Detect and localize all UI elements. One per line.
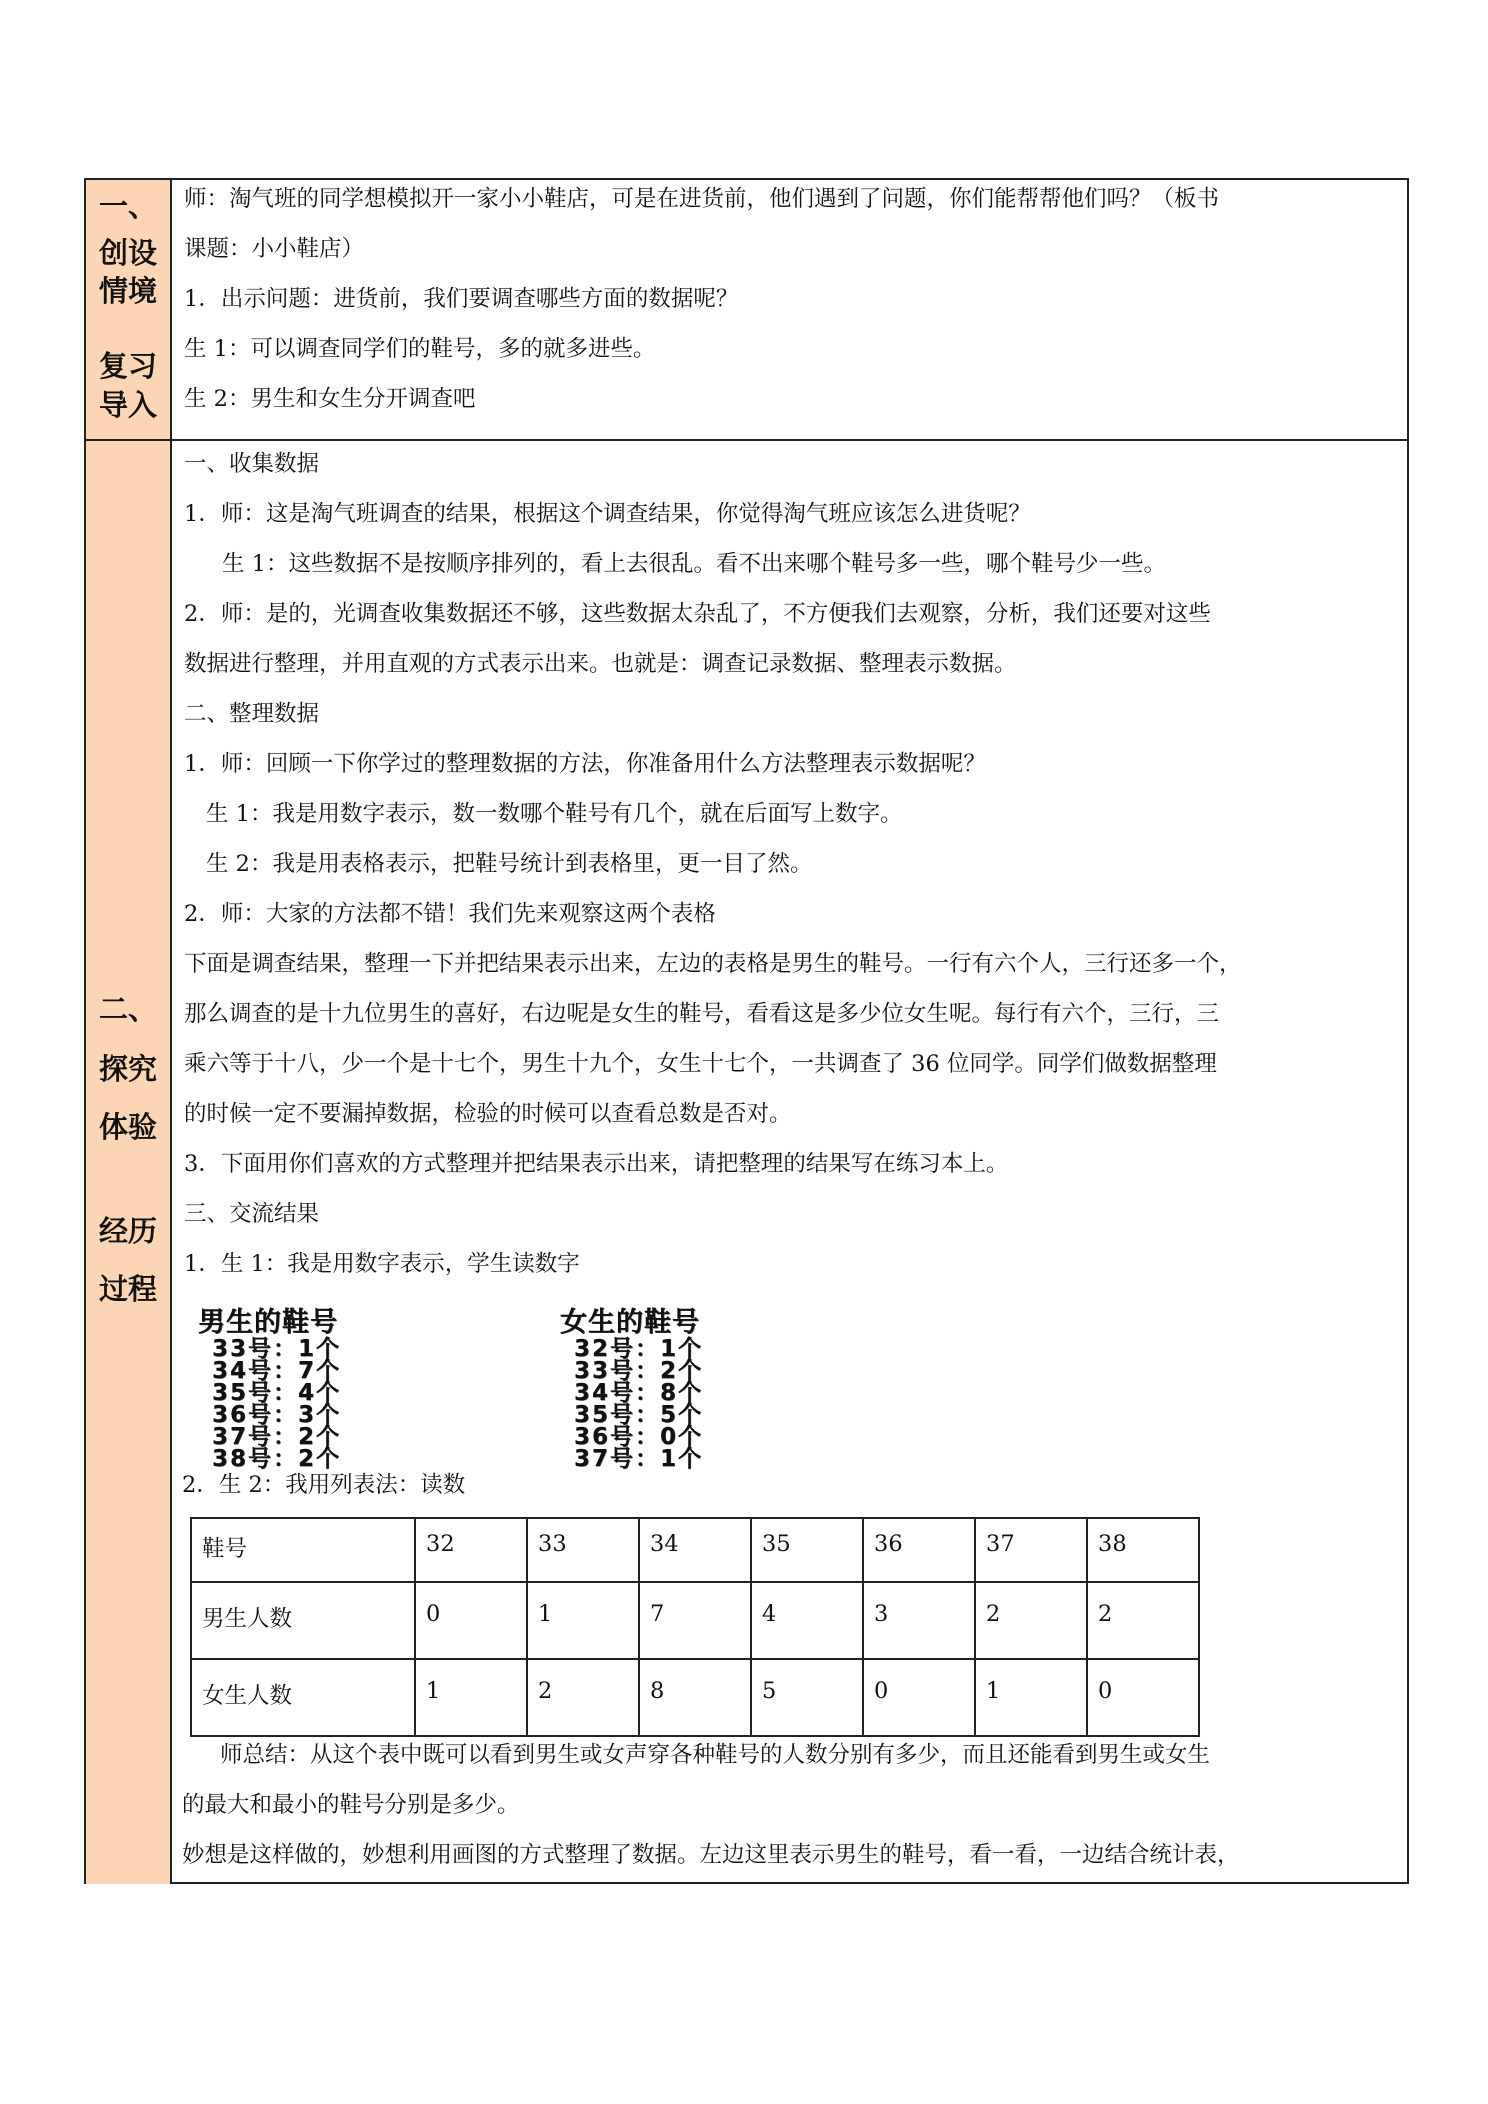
paragraph: 1．生 1：我是用数字表示，学生读数字 [184,1251,580,1277]
table-row [191,1659,1199,1736]
boys-shoe-line: 36号：3个 [212,1402,342,1428]
girls-shoe-title: 女生的鞋号 [560,1307,700,1338]
table-cell: 2 [1087,1582,1199,1659]
table-cell: 4 [751,1582,863,1659]
label-line: 体验 [98,1110,157,1144]
table-cell: 0 [863,1659,975,1736]
table-cell: 33 [527,1518,639,1582]
table-cell: 1 [527,1582,639,1659]
girls-shoe-line: 33号：2个 [574,1358,704,1384]
paragraph: 1．师：这是淘气班调查的结果，根据这个调查结果，你觉得淘气班应该怎么进货呢？ [184,501,1031,527]
paragraph: 3．下面用你们喜欢的方式整理并把结果表示出来，请把整理的结果写在练习本上。 [184,1151,1009,1177]
paragraph: 那么调查的是十九位男生的喜好，右边呢是女生的鞋号，看看这是多少位女生呢。每行有六个，三行，三 [184,1001,1220,1027]
table-cell: 34 [639,1518,751,1582]
table-cell: 36 [863,1518,975,1582]
girls-shoe-line: 32号：1个 [574,1336,704,1362]
boys-shoe-line: 37号：2个 [212,1424,342,1450]
table-cell: 鞋号 [191,1518,415,1582]
paragraph: 课题：小小鞋店） [184,236,365,262]
label-line: 创设 [98,236,157,270]
boys-shoe-line: 38号：2个 [212,1446,342,1472]
label-line: 过程 [98,1272,157,1306]
paragraph: 师总结：从这个表中既可以看到男生或女声穿各种鞋号的人数分别有多少，而且还能看到男生或女生 [220,1742,1211,1768]
table-cell: 男生人数 [191,1582,415,1659]
paragraph: 数据进行整理，并用直观的方式表示出来。也就是：调查记录数据、整理表示数据。 [184,651,1017,677]
paragraph: 二、整理数据 [184,701,320,727]
table-cell: 3 [863,1582,975,1659]
paragraph: 生 2：男生和女生分开调查吧 [184,386,476,412]
table-cell: 7 [639,1582,751,1659]
table-cell: 38 [1087,1518,1199,1582]
paragraph: 妙想是这样做的，妙想利用画图的方式整理了数据。左边这里表示男生的鞋号，看一看，一边结合统计表， [182,1842,1240,1868]
label-line: 探究 [98,1052,157,1086]
table-cell: 女生人数 [191,1659,415,1736]
paragraph: 三、交流结果 [184,1201,320,1227]
boys-shoe-line: 33号：1个 [212,1336,342,1362]
table-intro: 2．生 2：我用列表法：读数 [182,1472,466,1498]
boys-shoe-line: 34号：7个 [212,1358,342,1384]
girls-shoe-line: 35号：5个 [574,1402,704,1428]
paragraph: 1．出示问题：进货前，我们要调查哪些方面的数据呢？ [184,286,739,312]
girls-shoe-line: 34号：8个 [574,1380,704,1406]
boys-shoe-line: 35号：4个 [212,1380,342,1406]
paragraph: 乘六等于十八，少一个是十七个，男生十九个，女生十七个，一共调查了 36 位同学。同学们做数据整理 [184,1051,1217,1077]
table-cell: 0 [415,1582,527,1659]
paragraph: 1．师：回顾一下你学过的整理数据的方法，你准备用什么方法整理表示数据呢？ [184,751,986,777]
paragraph: 生 1：这些数据不是按顺序排列的，看上去很乱。看不出来哪个鞋号多一些，哪个鞋号少一些。 [222,551,1166,577]
paragraph: 生 2：我是用表格表示，把鞋号统计到表格里，更一目了然。 [206,851,813,877]
girls-shoe-line: 36号：0个 [574,1424,704,1450]
table-row [191,1582,1199,1659]
paragraph: 生 1：可以调查同学们的鞋号，多的就多进些。 [184,336,656,362]
table-cell: 8 [639,1659,751,1736]
section-label-2 [86,441,172,1884]
label-line: 复习 [98,349,157,383]
table-cell: 1 [415,1659,527,1736]
shoe-size-table [190,1517,1200,1737]
paragraph: 的时候一定不要漏掉数据，检验的时候可以查看总数是否对。 [184,1101,792,1127]
table-cell: 5 [751,1659,863,1736]
label-line: 导入 [98,388,157,422]
label-line: 经历 [98,1214,157,1248]
girls-shoe-list [560,1308,703,1470]
shoe-size-summary-image [194,1304,774,1472]
section-create-situation [86,180,1407,441]
boys-shoe-list [198,1308,341,1470]
label-line: 情境 [98,274,157,308]
paragraph: 下面是调查结果，整理一下并把结果表示出来，左边的表格是男生的鞋号。一行有六个人，三行还多一个， [184,951,1242,977]
paragraph: 师：淘气班的同学想模拟开一家小小鞋店，可是在进货前，他们遇到了问题，你们能帮帮他们吗？（板书 [184,186,1220,212]
paragraph: 的最大和最小的鞋号分别是多少。 [182,1792,520,1818]
table-row [191,1518,1199,1582]
paragraph: 生 1：我是用数字表示，数一数哪个鞋号有几个，就在后面写上数字。 [206,801,903,827]
section-label-1 [86,180,172,439]
table-cell: 32 [415,1518,527,1582]
label-line: 二、 [98,992,157,1026]
paragraph: 2．师：大家的方法都不错！我们先来观察这两个表格 [184,901,716,927]
table-cell: 2 [527,1659,639,1736]
table-cell: 0 [1087,1659,1199,1736]
girls-shoe-line: 37号：1个 [574,1446,704,1472]
label-line: 一、 [98,189,157,223]
table-cell: 37 [975,1518,1087,1582]
table-cell: 35 [751,1518,863,1582]
table-cell: 1 [975,1659,1087,1736]
paragraph: 2．师：是的，光调查收集数据还不够，这些数据太杂乱了，不方便我们去观察，分析，我们还要对这些 [184,601,1211,627]
table-cell: 2 [975,1582,1087,1659]
paragraph: 一、收集数据 [184,451,320,477]
boys-shoe-title: 男生的鞋号 [198,1307,338,1338]
